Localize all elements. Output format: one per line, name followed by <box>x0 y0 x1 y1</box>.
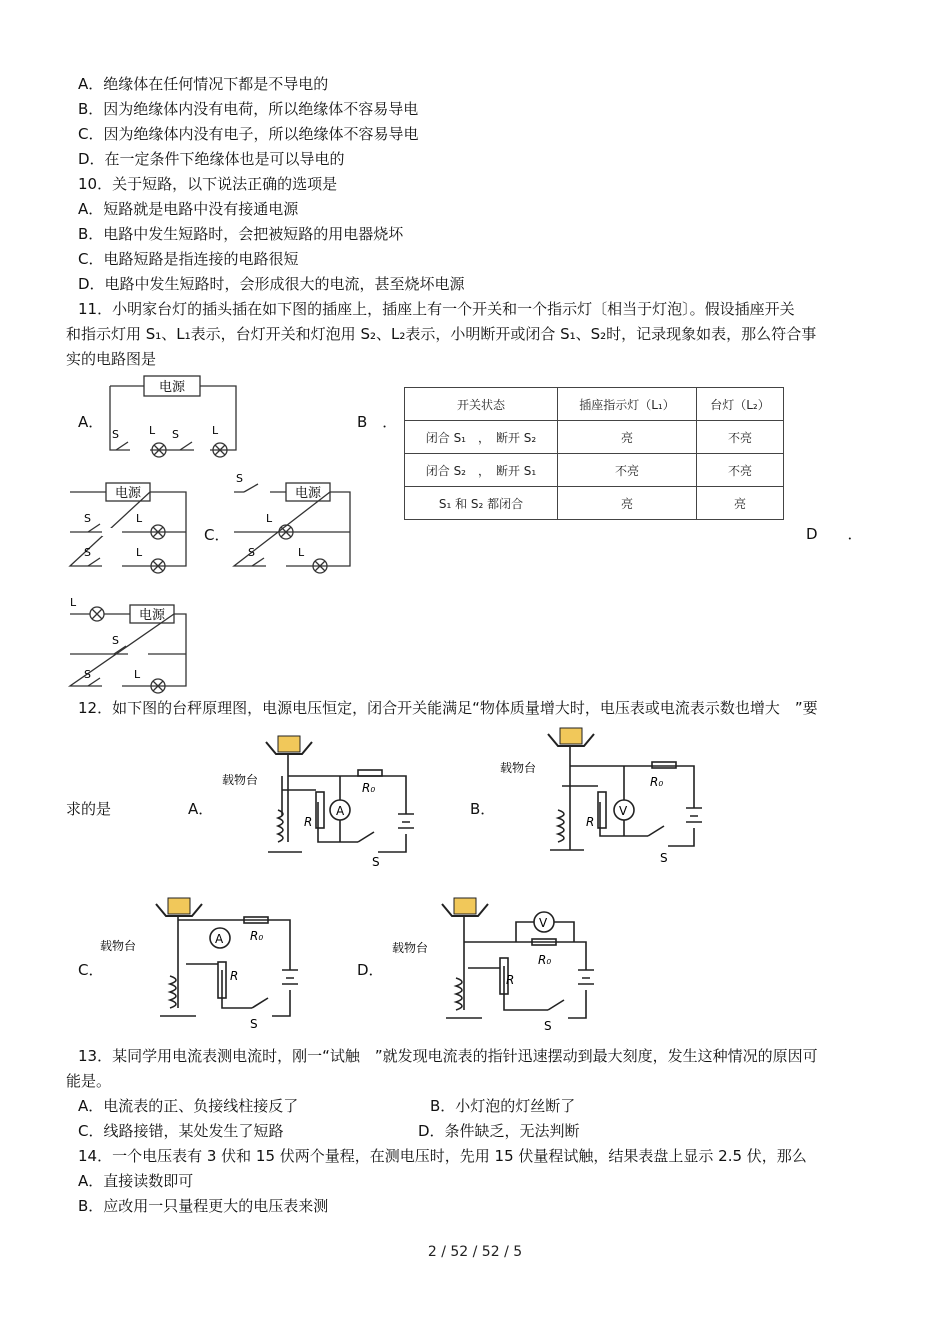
q10-option-b: B．电路中发生短路时，会把被短路的用电器烧坏 <box>78 225 404 243</box>
q12-label-b: B． <box>470 800 496 818</box>
table-cell: 不亮 <box>697 421 784 454</box>
svg-text:S: S <box>248 546 255 559</box>
q11-stem-line2: 和指示灯用 S₁、L₁表示，台灯开关和灯泡用 S₂、L₂表示，小明断开或闭合 S₁、S₂时，记录现象如表，那么符合事 <box>66 325 817 343</box>
table-header: 插座指示灯（L₁） <box>558 388 697 421</box>
r-label: R <box>304 815 313 829</box>
q14-option-b: B．应改用一只量程更大的电压表来测 <box>78 1197 329 1215</box>
table-cell: 闭合 S₂ ， 断开 S₁ <box>405 454 558 487</box>
q11-label-b: B ． <box>357 413 398 431</box>
svg-text:载物台: 载物台 <box>500 761 537 775</box>
table-header: 开关状态 <box>405 388 558 421</box>
svg-text:L: L <box>266 512 273 525</box>
svg-text:R₀: R₀ <box>250 929 264 943</box>
svg-text:S: S <box>84 512 91 525</box>
q12-scale-d <box>392 892 602 1034</box>
table-cell: 闭合 S₁ ， 断开 S₂ <box>405 421 558 454</box>
q13-stem-line2: 能是。 <box>66 1072 112 1090</box>
q11-circuit-d <box>66 598 191 694</box>
source-label: 电源 <box>158 380 186 395</box>
svg-text:L: L <box>136 546 143 559</box>
table-cell: S₁ 和 S₂ 都闭合 <box>405 487 558 520</box>
svg-text:A: A <box>215 932 224 946</box>
svg-text:L: L <box>70 598 77 609</box>
svg-text:电源: 电源 <box>114 486 142 501</box>
svg-text:R: R <box>230 969 239 983</box>
q11-stem-line1: 11．小明家台灯的插头插在如下图的插座上，插座上有一个开关和一个指示灯〔相当于灯泡〕。假设插座开关 <box>78 300 795 318</box>
svg-text:S: S <box>112 634 119 647</box>
table-cell: 亮 <box>558 421 697 454</box>
q9-option-b: B．因为绝缘体内没有电荷，所以绝缘体不容易导电 <box>78 100 419 118</box>
q11-circuit-a <box>102 372 242 462</box>
q12-label-c: C． <box>78 961 104 979</box>
q10-stem: 10．关于短路，以下说法正确的选项是 <box>78 175 338 193</box>
svg-text:S: S <box>544 1019 552 1033</box>
svg-text:R: R <box>506 973 515 987</box>
l1-label: L <box>149 424 156 437</box>
s-label: S <box>372 855 380 869</box>
q12-label-a: A． <box>188 800 214 818</box>
q9-option-c: C．因为绝缘体内没有电子，所以绝缘体不容易导电 <box>78 125 419 143</box>
page-number: 2 / 52 / 52 / 5 <box>427 1244 523 1260</box>
table-cell: 亮 <box>697 487 784 520</box>
q9-option-a: A．绝缘体在任何情况下都是不导电的 <box>78 75 329 93</box>
svg-text:S: S <box>84 546 91 559</box>
q12-label-d: D． <box>357 961 384 979</box>
q11-label-c: C． <box>204 526 230 544</box>
q14-stem: 14．一个电压表有 3 伏和 15 伏两个量程，在测电压时，先用 15 伏量程试触，结果表盘上显示 2.5 伏，那么 <box>78 1147 807 1165</box>
q11-label-a: A． <box>78 413 104 431</box>
svg-text:电源: 电源 <box>138 608 166 623</box>
svg-text:V: V <box>539 916 548 930</box>
q10-option-d: D．电路中发生短路时，会形成很大的电流，甚至烧坏电源 <box>78 275 465 293</box>
table-cell: 亮 <box>558 487 697 520</box>
svg-text:V: V <box>619 804 628 818</box>
svg-text:R₀: R₀ <box>538 953 552 967</box>
svg-text:R: R <box>586 815 595 829</box>
q9-option-d: D．在一定条件下绝缘体也是可以导电的 <box>78 150 345 168</box>
table-cell: 不亮 <box>697 454 784 487</box>
svg-text:S: S <box>236 472 243 485</box>
q11-stem-line3: 实的电路图是 <box>66 350 157 368</box>
svg-text:S: S <box>250 1017 258 1031</box>
q12-stem-line1: 12．如下图的台秤原理图，电源电压恒定，闭合开关能满足“物体质量增大时，电压表或电流表示数也增大 ”要 <box>78 699 818 717</box>
l2-label: L <box>212 424 219 437</box>
q13-option-a: A．电流表的正、负接线柱接反了 <box>78 1097 299 1115</box>
table-header: 台灯（L₂） <box>697 388 784 421</box>
q10-option-c: C．电路短路是指连接的电路很短 <box>78 250 299 268</box>
svg-text:L: L <box>298 546 305 559</box>
svg-text:S: S <box>84 668 91 681</box>
s2-label: S <box>172 428 179 441</box>
q11-circuit-parallel-1 <box>66 480 191 575</box>
svg-text:L: L <box>134 668 141 681</box>
q12-scale-c <box>100 892 310 1032</box>
platform-label: 载物台 <box>222 773 259 787</box>
q12-scale-b <box>500 722 710 870</box>
ammeter-label: A <box>336 804 345 818</box>
q11-label-d: D ． <box>806 525 863 543</box>
q13-option-b: B．小灯泡的灯丝断了 <box>430 1097 576 1115</box>
s1-label: S <box>112 428 119 441</box>
switch-state-table <box>404 387 784 520</box>
q12-scale-a <box>222 730 422 870</box>
svg-text:L: L <box>136 512 143 525</box>
q13-stem-line1: 13．某同学用电流表测电流时，刚一“试触 ”就发现电流表的指针迅速摆动到最大刻度，发生这种情况的原因可 <box>78 1047 818 1065</box>
svg-text:载物台: 载物台 <box>100 939 137 953</box>
svg-text:R₀: R₀ <box>650 775 664 789</box>
svg-text:载物台: 载物台 <box>392 941 429 955</box>
q14-option-a: A．直接读数即可 <box>78 1172 194 1190</box>
table-cell: 不亮 <box>558 454 697 487</box>
q10-option-a: A．短路就是电路中没有接通电源 <box>78 200 299 218</box>
svg-text:电源: 电源 <box>294 486 322 501</box>
q11-circuit-c <box>230 468 355 576</box>
q12-stem-line2: 求的是 <box>66 800 112 818</box>
q13-option-c: C．线路接错，某处发生了短路 <box>78 1122 284 1140</box>
q13-option-d: D．条件缺乏，无法判断 <box>418 1122 580 1140</box>
r0-label: R₀ <box>362 781 376 795</box>
svg-text:S: S <box>660 851 668 865</box>
